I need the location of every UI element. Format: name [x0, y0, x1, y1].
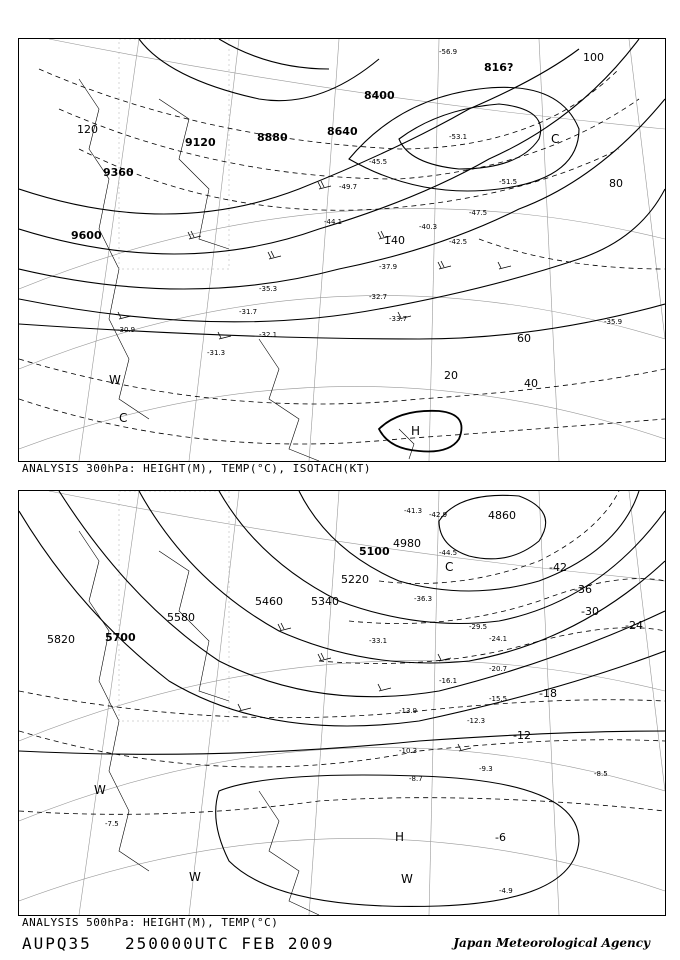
height-label-5220: 5220: [341, 573, 369, 586]
high-pressure-marker: H: [395, 830, 405, 844]
map-500hpa-drawing: [19, 491, 665, 915]
station-value: -42.9: [429, 511, 448, 519]
agency-name: Japan Meteorological Agency: [453, 936, 650, 950]
height-label-8400: 8400: [364, 89, 395, 102]
station-value: -7.5: [105, 820, 119, 828]
temp-label: -56.9: [439, 48, 458, 56]
isotach-label-140: 140: [384, 234, 405, 247]
temp-label: -35.9: [604, 318, 623, 326]
height-label-5460: 5460: [255, 595, 283, 608]
height-label-4980: 4980: [393, 537, 421, 550]
wind-barbs: [118, 181, 511, 339]
temp-label: -47.5: [469, 209, 488, 217]
temp-label: -32.7: [369, 293, 388, 301]
valid-time: 250000UTC FEB 2009: [125, 934, 335, 953]
cold-center-marker: C: [551, 132, 560, 146]
station-value: -24.1: [489, 635, 508, 643]
isotherm-label: -42: [549, 561, 567, 574]
map-300hpa: [18, 38, 666, 462]
caption-500hpa: ANALYSIS 500hPa: HEIGHT(M), TEMP(°C): [22, 916, 279, 929]
temp-label: -31.3: [207, 349, 226, 357]
height-label-9360: 9360: [103, 166, 134, 179]
high-pressure-marker: H: [411, 424, 421, 438]
station-value: -36.3: [414, 595, 433, 603]
station-value: -44.5: [439, 549, 458, 557]
station-value: -8.5: [594, 770, 608, 778]
terrain-shading: [119, 491, 229, 721]
isotherm-label: -36: [574, 583, 592, 596]
map-300hpa-drawing: [19, 39, 665, 461]
caption-300hpa: ANALYSIS 300hPa: HEIGHT(M), TEMP(°C), ISOTACH(KT): [22, 462, 372, 475]
height-label-8880: 8880: [257, 131, 288, 144]
graticule: [19, 491, 665, 915]
height-label-9120: 9120: [185, 136, 216, 149]
warm-center-marker: W: [94, 783, 106, 797]
height-label-5700: 5700: [105, 631, 136, 644]
height-label-5820: 5820: [47, 633, 75, 646]
station-value: -20.7: [489, 665, 508, 673]
temp-label: -49.7: [339, 183, 358, 191]
isotherm-label: -6: [495, 831, 506, 844]
isotherm-label: -18: [539, 687, 557, 700]
warm-center-marker: W: [401, 872, 413, 886]
wind-barbs: [238, 623, 471, 751]
warm-center-marker: W: [109, 373, 121, 387]
height-label-4860: 4860: [488, 509, 516, 522]
temp-label: -31.7: [239, 308, 258, 316]
temp-label: -51.5: [499, 178, 518, 186]
station-value: -4.9: [499, 887, 513, 895]
isotach-label-80: 80: [609, 177, 623, 190]
isotherm-label: -24: [625, 619, 643, 632]
station-value: -41.3: [404, 507, 423, 515]
height-label-5340: 5340: [311, 595, 339, 608]
temp-label: -40.3: [419, 223, 438, 231]
height-label-816: 816?: [484, 61, 514, 74]
temp-label: -32.1: [259, 331, 278, 339]
temp-label: -45.5: [369, 158, 388, 166]
temp-label: -37.9: [379, 263, 398, 271]
station-value: -15.5: [489, 695, 508, 703]
station-value: -29.5: [469, 623, 488, 631]
station-value: -13.9: [399, 707, 418, 715]
isotach-label-40: 40: [524, 377, 538, 390]
height-label-8640: 8640: [327, 125, 358, 138]
warm-center-marker: W: [189, 870, 201, 884]
map-500hpa: [18, 490, 666, 916]
height-contours: [19, 491, 665, 906]
station-value: -16.1: [439, 677, 458, 685]
high-pressure-contour: [379, 411, 462, 452]
isotach-label-20: 20: [444, 369, 458, 382]
isotach-label-60: 60: [517, 332, 531, 345]
height-label-5580: 5580: [167, 611, 195, 624]
isotherm-label: -12: [513, 729, 531, 742]
station-value: -12.3: [467, 717, 486, 725]
cold-center-marker: C: [445, 560, 454, 574]
temp-label: -42.5: [449, 238, 468, 246]
temp-label: -30.9: [117, 326, 136, 334]
temp-label: -53.1: [449, 133, 468, 141]
cold-center-marker: C: [119, 411, 128, 425]
temp-label: -33.7: [389, 315, 408, 323]
station-value: -8.7: [409, 775, 423, 783]
height-label-5100: 5100: [359, 545, 390, 558]
station-value: -33.1: [369, 637, 388, 645]
temp-label: -35.3: [259, 285, 278, 293]
isotherm-label: -30: [581, 605, 599, 618]
isotach-label-100: 100: [583, 51, 604, 64]
terrain-shading: [119, 39, 229, 269]
station-value: -10.3: [399, 747, 418, 755]
coastlines: [79, 531, 319, 915]
station-value: -9.3: [479, 765, 493, 773]
isotach-label-120: 120: [77, 123, 98, 136]
height-label-9600: 9600: [71, 229, 102, 242]
chart-code: AUPQ35: [22, 934, 92, 953]
temp-label: -44.1: [324, 218, 343, 226]
